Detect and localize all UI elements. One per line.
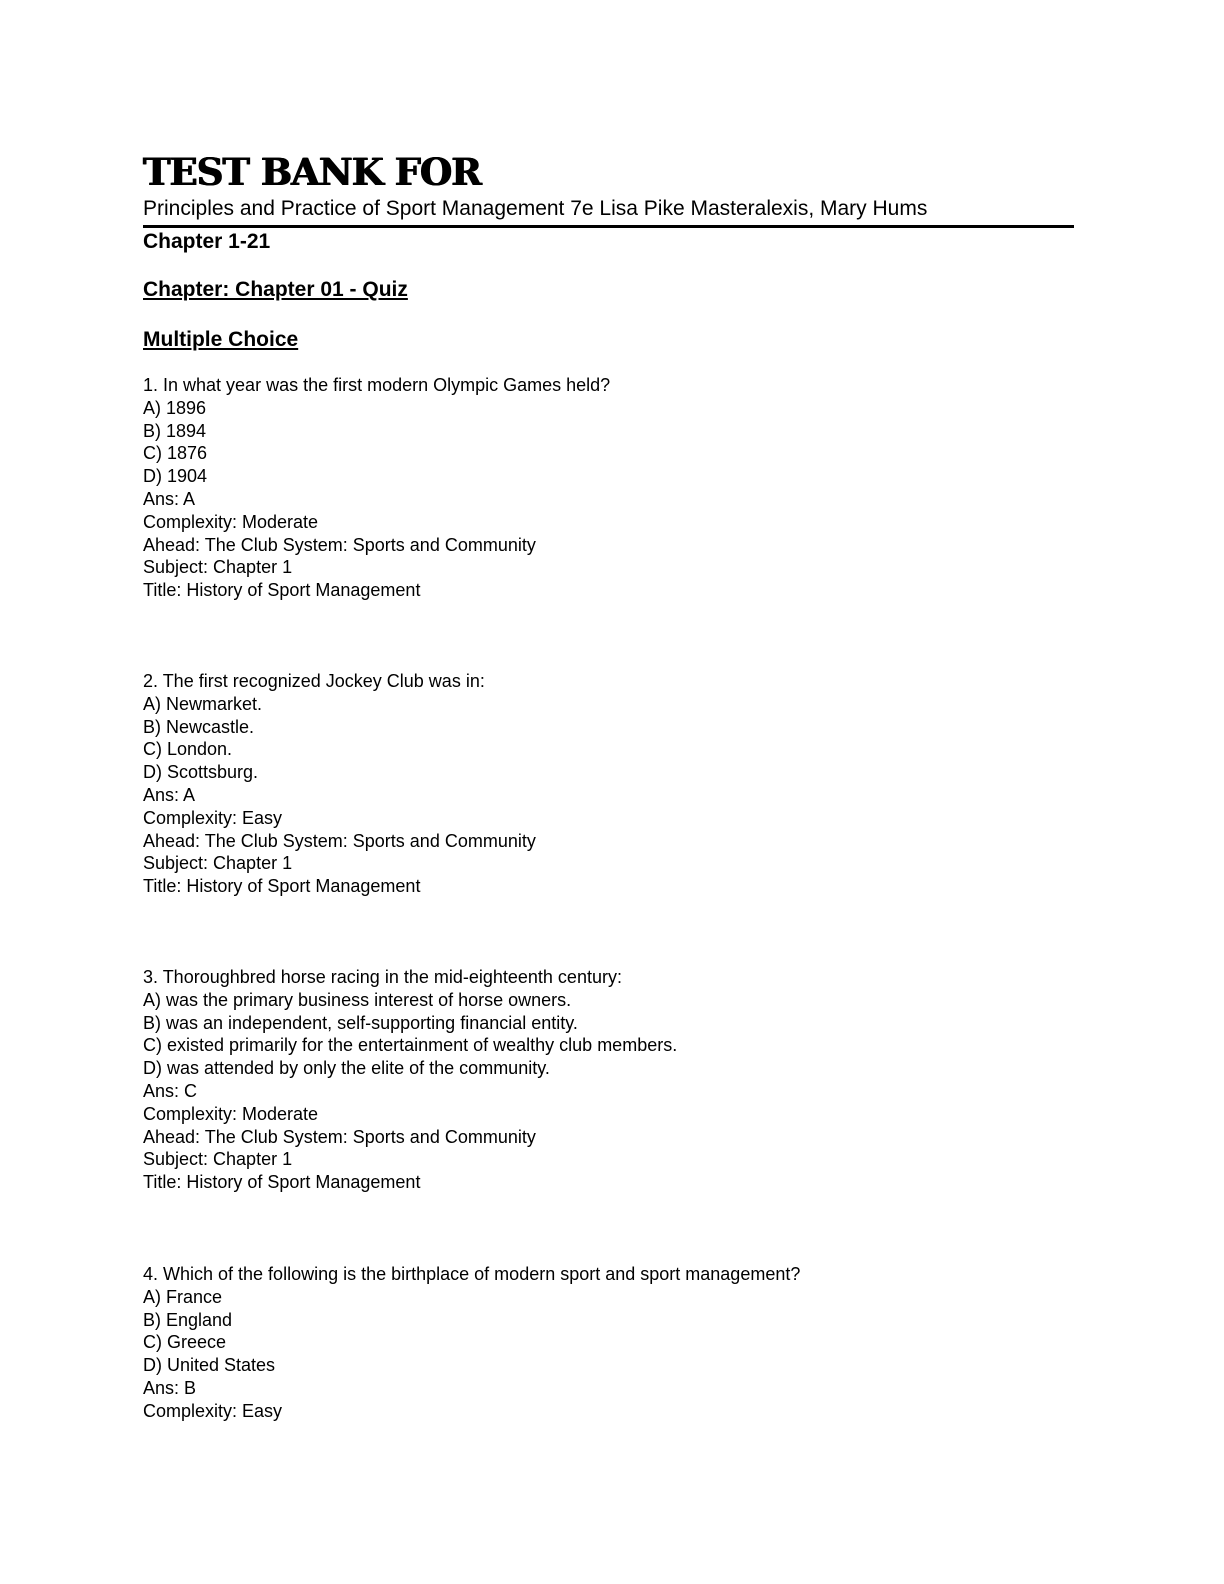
question-block-2 (143, 670, 1043, 898)
answer-option-a: A) Newmarket. (143, 693, 263, 714)
answer-option-a: A) France (143, 1286, 223, 1307)
answer-option-c: C) existed primarily for the entertainment of wealthy club members. (143, 1035, 678, 1056)
title-label: Title: History of Sport Management (143, 1172, 421, 1193)
complexity-label: Complexity: Moderate (143, 1103, 319, 1124)
answer-option-b: B) was an independent, self-supporting financial entity. (143, 1012, 578, 1033)
answer-option-c: C) 1876 (143, 443, 208, 464)
subject-label: Subject: Chapter 1 (143, 1149, 293, 1170)
answer-key: Ans: C (143, 1080, 198, 1101)
title-label: Title: History of Sport Management (143, 580, 421, 601)
answer-option-d: D) United States (143, 1355, 276, 1376)
question-text: 2. The first recognized Jockey Club was in: (143, 671, 485, 691)
question-block-3 (143, 966, 1043, 1194)
answer-key: Ans: B (143, 1377, 197, 1398)
answer-key: Ans: A (143, 784, 196, 805)
question-text: 4. Which of the following is the birthplace of modern sport and sport management? (143, 1264, 801, 1284)
title-label: Title: History of Sport Management (143, 876, 421, 897)
answer-option-a: A) was the primary business interest of horse owners. (143, 989, 572, 1010)
question-block-1 (143, 374, 1043, 602)
subject-label: Subject: Chapter 1 (143, 853, 293, 874)
question-text: 1. In what year was the first modern Olympic Games held? (143, 375, 611, 395)
answer-option-b: B) Newcastle. (143, 716, 255, 737)
question-block-4 (143, 1263, 1043, 1423)
section-heading: Multiple Choice (143, 328, 299, 351)
document-title: TEST BANK FOR (143, 150, 481, 194)
document-subtitle: Principles and Practice of Sport Management 7e Lisa Pike Masteralexis, Mary Hums (143, 197, 928, 220)
answer-option-c: C) Greece (143, 1332, 227, 1353)
answer-option-b: B) 1894 (143, 420, 207, 441)
answer-option-b: B) England (143, 1309, 233, 1330)
header-divider (143, 225, 1074, 228)
chapter-range: Chapter 1-21 (143, 230, 271, 253)
ahead-label: Ahead: The Club System: Sports and Community (143, 1126, 536, 1147)
answer-option-a: A) 1896 (143, 397, 207, 418)
answer-option-d: D) was attended by only the elite of the community. (143, 1058, 550, 1079)
chapter-heading: Chapter: Chapter 01 - Quiz (143, 278, 408, 301)
complexity-label: Complexity: Easy (143, 1400, 283, 1421)
ahead-label: Ahead: The Club System: Sports and Community (143, 830, 536, 851)
subject-label: Subject: Chapter 1 (143, 557, 293, 578)
complexity-label: Complexity: Moderate (143, 511, 319, 532)
answer-option-c: C) London. (143, 739, 233, 760)
complexity-label: Complexity: Easy (143, 807, 283, 828)
question-text: 3. Thoroughbred horse racing in the mid-eighteenth century: (143, 967, 622, 987)
answer-option-d: D) Scottsburg. (143, 762, 259, 783)
answer-key: Ans: A (143, 488, 196, 509)
ahead-label: Ahead: The Club System: Sports and Community (143, 534, 536, 555)
answer-option-d: D) 1904 (143, 466, 208, 487)
